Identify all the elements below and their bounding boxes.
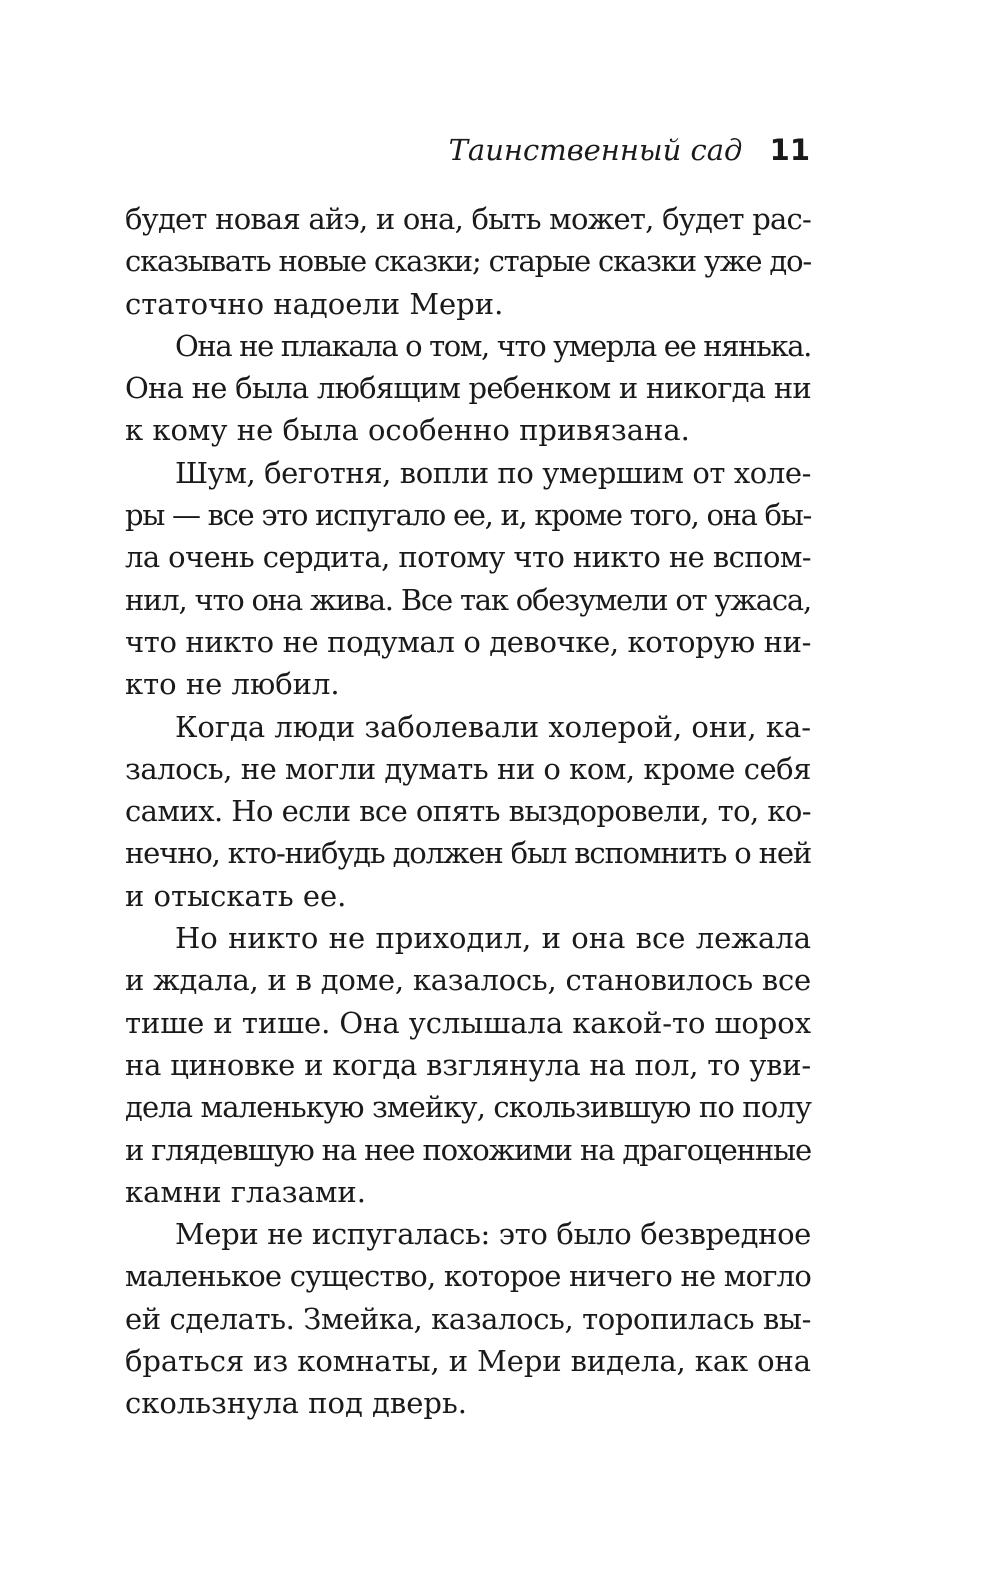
text-line: ей сделать. Змейка, казалось, торопилась вы-	[125, 1301, 811, 1336]
text-line: на циновке и когда взглянула на пол, то уви-	[125, 1047, 811, 1082]
page-number: 11	[769, 133, 810, 167]
text-line: сказывать новые сказки; старые сказки уже до-	[125, 244, 811, 279]
text-line: нил, что она жива. Все так обезумели от ужаса,	[125, 582, 812, 617]
running-head	[449, 130, 810, 170]
text-line: ла очень сердита, потому что никто не вспом-	[125, 540, 812, 575]
text-line: и отыскать ее.	[125, 878, 347, 913]
text-line: дела маленькую змейку, скользившую по полу	[125, 1090, 812, 1125]
text-line: Мери не испугалась: это было безвредное	[175, 1217, 811, 1252]
text-line: Шум, беготня, вопли по умершим от холе-	[175, 455, 811, 490]
text-line: Она не плакала о том, что умерла ее нянька.	[175, 328, 812, 363]
text-line: залось, не могли думать ни о ком, кроме себя	[125, 751, 811, 786]
text-line: Она не была любящим ребенком и никогда ни	[125, 371, 811, 406]
text-line: и глядевшую на нее похожими на драгоценные	[125, 1132, 811, 1167]
body-text	[125, 198, 811, 1425]
text-line: самих. Но если все опять выздоровели, то, ко-	[125, 794, 811, 829]
text-line: Когда люди заболевали холерой, они, ка-	[175, 709, 811, 744]
text-line: тише и тише. Она услышала какой-то шорох	[125, 1005, 811, 1040]
text-line: камни глазами.	[125, 1174, 366, 1209]
text-line: кто не любил.	[125, 667, 340, 702]
text-line: статочно надоели Мери.	[125, 286, 504, 321]
text-line: нечно, кто-нибудь должен был вспомнить о ней	[125, 836, 812, 871]
text-line: скользнула под дверь.	[125, 1386, 467, 1421]
text-line: браться из комнаты, и Мери видела, как она	[125, 1344, 811, 1379]
text-line: и ждала, и в доме, казалось, становилось все	[125, 963, 811, 998]
text-line: Но никто не приходил, и она все лежала	[175, 921, 811, 956]
text-line: будет новая айэ, и она, быть может, будет рас-	[125, 202, 812, 236]
running-head-title: Таинственный сад	[448, 133, 743, 167]
text-line: маленькое существо, которое ничего не могло	[125, 1259, 811, 1294]
text-line: ры — все это испугало ее, и, кроме того, она бы-	[125, 498, 811, 533]
text-line: к кому не была особенно привязана.	[125, 413, 690, 448]
text-line: что никто не подумал о девочке, которую ни-	[125, 624, 811, 659]
